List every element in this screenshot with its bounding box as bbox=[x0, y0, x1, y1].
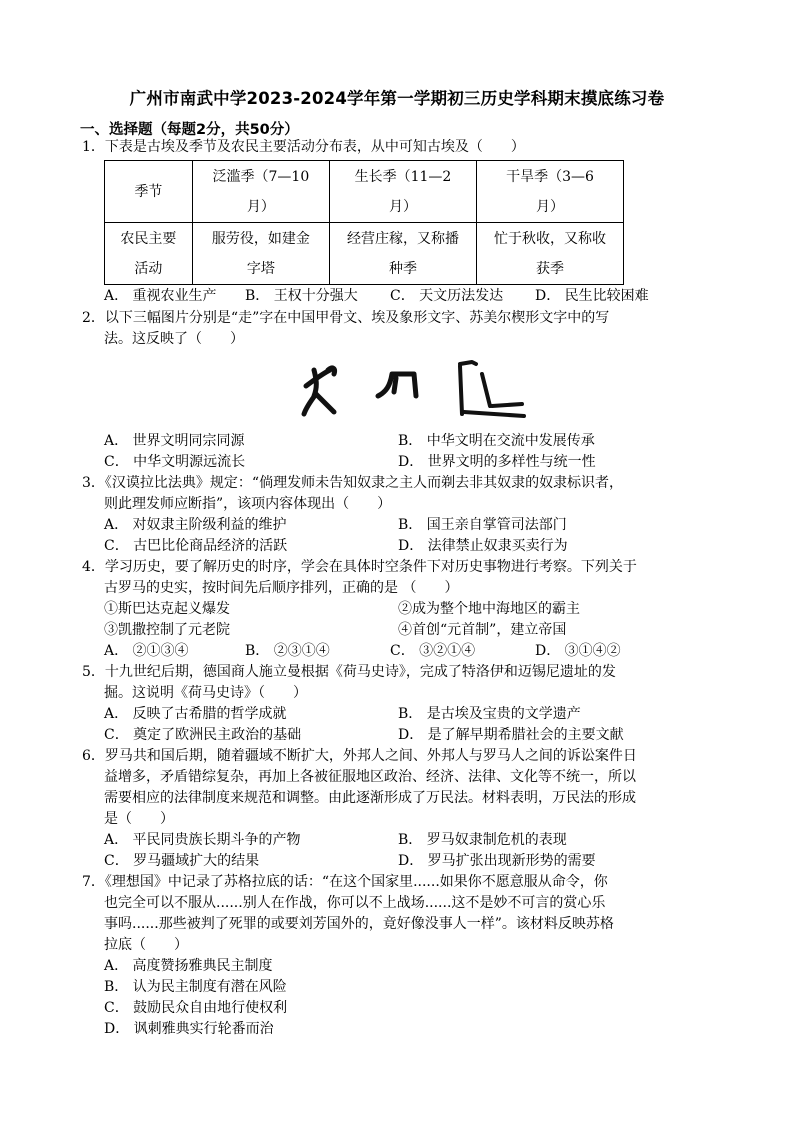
q3-option-c[interactable]: C． 古巴比伦商品经济的活跃 bbox=[104, 538, 288, 554]
cell-text: 经营庄稼，又称播 种季 bbox=[346, 230, 459, 277]
q1-option-c[interactable]: C． 天文历法发达 bbox=[390, 288, 504, 304]
q3-option-a[interactable]: A． 对奴隶主阶级利益的维护 bbox=[104, 517, 287, 533]
q6-option-c[interactable]: C． 罗马疆域扩大的结果 bbox=[104, 853, 260, 869]
oracle-bone-glyph bbox=[304, 368, 335, 414]
q4-item-1: ①斯巴达克起义爆发 bbox=[104, 601, 230, 617]
q7-option-b[interactable]: B． 认为民主制度有潜在风险 bbox=[104, 979, 287, 995]
cell-text: 服劳役，如建金 字塔 bbox=[211, 230, 310, 277]
section-heading: 一、选择题（每题2分，共50分） bbox=[80, 122, 299, 138]
q6-stem-line3: 需要相应的法律制度来规范和调整。由此逐渐形成了万民法。材料表明，万民法的形成 bbox=[104, 790, 636, 806]
cell-text: 季节 bbox=[134, 183, 163, 200]
q3-stem-line1: 3．《汉谟拉比法典》规定：“倘理发师未告知奴隶之主人而剃去非其奴隶的奴隶标识者， bbox=[82, 475, 624, 491]
q6-option-b[interactable]: B． 罗马奴隶制危机的表现 bbox=[398, 832, 567, 848]
q6-option-a[interactable]: A． 平民同贵族长期斗争的产物 bbox=[104, 832, 301, 848]
q6-option-d[interactable]: D． 罗马扩张出现新形势的需要 bbox=[398, 853, 596, 869]
cell-text: 忙于秋收，又称收 获季 bbox=[494, 230, 606, 277]
q1-option-b[interactable]: B． 王权十分强大 bbox=[245, 288, 358, 304]
q5-option-c[interactable]: C． 奠定了欧洲民主政治的基础 bbox=[104, 727, 302, 743]
table-cell bbox=[329, 223, 476, 285]
table-cell bbox=[192, 161, 329, 223]
q5-option-b[interactable]: B． 是古埃及宝贵的文学遗产 bbox=[398, 706, 581, 722]
q4-stem-line2: 古罗马的史实，按时间先后顺序排列，正确的是 （ ） bbox=[104, 580, 459, 596]
q1-option-d[interactable]: D． 民生比较困难 bbox=[535, 288, 649, 304]
q7-stem-line4: 拉底（ ） bbox=[104, 937, 188, 953]
cell-text: 农民主要 活动 bbox=[120, 230, 177, 277]
q2-stem-line1: 2．以下三幅图片分别是“走”字在中国甲骨文、埃及象形文字、苏美尔楔形文字中的写 bbox=[82, 310, 610, 326]
q6-stem-line2: 益增多，矛盾错综复杂，再加上各被征服地区政治、经济、法律、文化等不统一，所以 bbox=[104, 769, 636, 785]
egyptian-hieroglyph bbox=[378, 374, 416, 396]
table-cell bbox=[329, 161, 476, 223]
table-cell bbox=[105, 161, 193, 223]
table-cell bbox=[477, 161, 624, 223]
cell-text: 干旱季（3—6 月） bbox=[506, 168, 594, 215]
q1-stem: 1．下表是古埃及季节及农民主要活动分布表，从中可知古埃及（ ） bbox=[82, 139, 525, 155]
cell-text: 生长季（11—2 月） bbox=[354, 168, 452, 215]
q5-option-a[interactable]: A． 反映了古希腊的哲学成就 bbox=[104, 706, 287, 722]
q5-option-d[interactable]: D． 是了解早期希腊社会的主要文献 bbox=[398, 727, 624, 743]
q7-option-a[interactable]: A． 高度赞扬雅典民主制度 bbox=[104, 958, 273, 974]
q1-option-a[interactable]: A． 重视农业生产 bbox=[104, 288, 217, 304]
q6-stem-line1: 6．罗马共和国后期，随着疆域不断扩大，外邦人之间、外邦人与罗马人之间的诉讼案件日 bbox=[82, 748, 637, 764]
q4-item-2: ②成为整个地中海地区的霸主 bbox=[398, 601, 580, 617]
q2-option-d[interactable]: D． 世界文明的多样性与统一性 bbox=[398, 454, 596, 470]
q7-option-d[interactable]: D． 讽刺雅典实行轮番而治 bbox=[104, 1021, 274, 1037]
q4-option-d[interactable]: D． ③①④② bbox=[535, 643, 621, 659]
script-glyphs-figure bbox=[300, 356, 530, 422]
q5-stem-line1: 5．十九世纪后期，德国商人施立曼根据《荷马史诗》，完成了特洛伊和迈锡尼遗址的发 bbox=[82, 664, 616, 680]
q7-stem-line3: 事吗......那些被判了死罪的或要刘芳国外的，竟好像没事人一样”。该材料反映苏格 bbox=[104, 916, 614, 932]
table-row bbox=[105, 161, 624, 223]
q4-option-b[interactable]: B． ②③①④ bbox=[245, 643, 330, 659]
table-row bbox=[105, 223, 624, 285]
q7-stem-line1: 7．《理想国》中记录了苏格拉底的话：“在这个国家里......如果你不愿意服从命令，你 bbox=[82, 874, 608, 890]
table-cell bbox=[192, 223, 329, 285]
q7-stem-line2: 也完全可以不服从......别人在作战，你可以不上战场......这不是妙不可言的赏心乐 bbox=[104, 895, 606, 911]
cuneiform-glyph bbox=[460, 362, 524, 416]
q7-option-c[interactable]: C． 鼓励民众自由地行使权利 bbox=[104, 1000, 288, 1016]
q5-stem-line2: 掘。这说明《荷马史诗》（ ） bbox=[104, 685, 307, 701]
q4-option-c[interactable]: C． ③②①④ bbox=[390, 643, 476, 659]
q3-option-b[interactable]: B． 国王亲自掌管司法部门 bbox=[398, 517, 567, 533]
cell-text: 泛滥季（7—10 月） bbox=[212, 168, 310, 215]
q2-option-b[interactable]: B． 中华文明在交流中发展传承 bbox=[398, 433, 595, 449]
q4-option-a[interactable]: A． ②①③④ bbox=[104, 643, 189, 659]
table-cell bbox=[105, 223, 193, 285]
q4-stem-line1: 4．学习历史，要了解历史的时序，学会在具体时空条件下对历史事物进行考察。下列关于 bbox=[82, 559, 637, 575]
q4-item-4: ④首创“元首制”，建立帝国 bbox=[398, 622, 567, 638]
table-cell bbox=[477, 223, 624, 285]
season-table bbox=[104, 160, 624, 285]
q6-stem-line4: 是（ ） bbox=[104, 811, 174, 827]
q2-option-a[interactable]: A． 世界文明同宗同源 bbox=[104, 433, 245, 449]
page-title: 广州市南武中学2023-2024学年第一学期初三历史学科期末摸底练习卷 bbox=[129, 89, 665, 108]
q3-option-d[interactable]: D． 法律禁止奴隶买卖行为 bbox=[398, 538, 568, 554]
q4-item-3: ③凯撒控制了元老院 bbox=[104, 622, 230, 638]
q2-option-c[interactable]: C． 中华文明源远流长 bbox=[104, 454, 246, 470]
q2-stem-line2: 法。这反映了（ ） bbox=[104, 331, 244, 347]
q3-stem-line2: 则此理发师应断指”，该项内容体现出（ ） bbox=[104, 496, 392, 512]
